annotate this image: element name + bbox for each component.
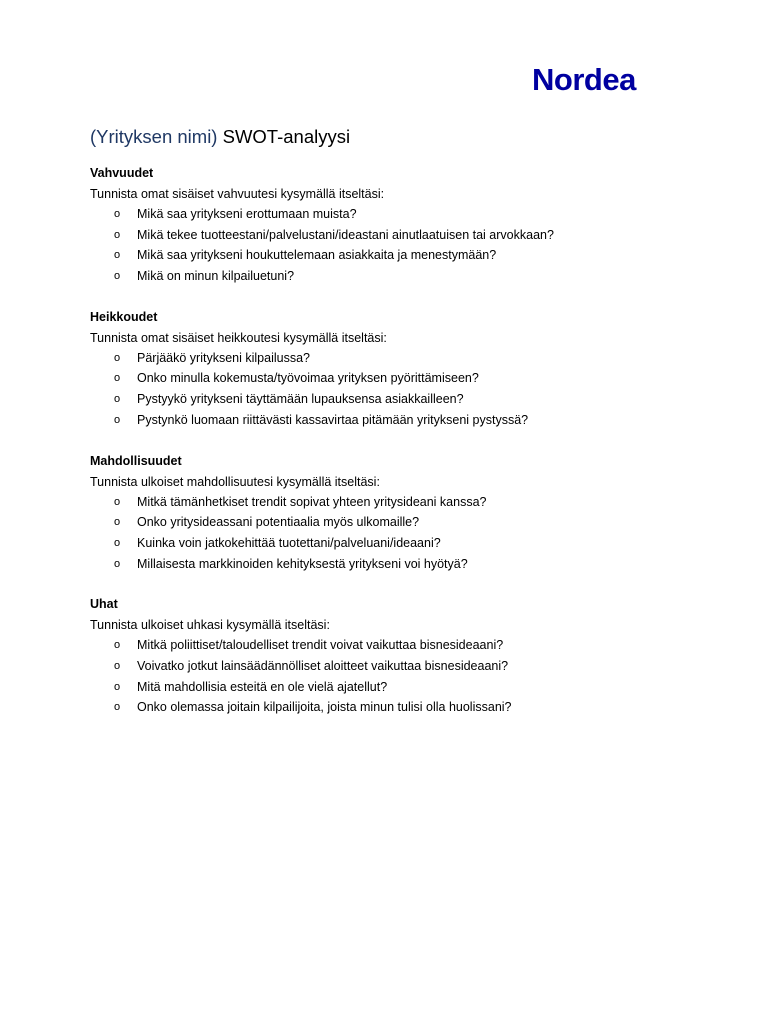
question-text: Onko minulla kokemusta/työvoimaa yrityksen pyörittämiseen?: [137, 371, 479, 386]
question-text: Onko yritysideassani potentiaalia myös ulkomaille?: [137, 515, 420, 530]
bullet-icon: o: [114, 249, 121, 262]
bullet-icon: o: [114, 413, 121, 426]
bullet-icon: o: [114, 372, 121, 385]
question-text: Kuinka voin jatkokehittää tuotettani/palveluani/ideaani?: [137, 535, 441, 550]
section-heading: Vahvuudet: [90, 166, 154, 180]
section-heading: Heikkoudet: [90, 309, 158, 324]
bullet-icon: o: [114, 228, 121, 241]
list-item: [90, 225, 710, 246]
question-list: [90, 348, 710, 431]
document-title: [90, 125, 350, 149]
list-item: [90, 410, 710, 431]
list-item: [90, 677, 710, 698]
list-item: [90, 512, 710, 533]
list-item: [90, 635, 710, 656]
question-list: [90, 204, 710, 287]
title-text: SWOT-analyysi: [222, 126, 351, 147]
bullet-icon: o: [114, 659, 121, 672]
question-list: [90, 492, 710, 575]
list-item: [90, 389, 710, 410]
question-text: Mikä saa yritykseni erottumaan muista?: [137, 207, 357, 221]
section-intro: Tunnista ulkoiset mahdollisuutesi kysymällä itseltäsi:: [90, 474, 380, 489]
bullet-icon: o: [114, 208, 121, 220]
bullet-icon: o: [114, 557, 121, 570]
question-text: Mikä saa yritykseni houkuttelemaan asiakkaita ja menestymään?: [137, 248, 497, 263]
list-item: [90, 656, 710, 677]
section-strengths: [90, 163, 710, 287]
company-name-placeholder: (Yrityksen nimi): [90, 126, 218, 147]
swot-content: [90, 163, 710, 738]
question-text: Onko olemassa joitain kilpailijoita, joista minun tulisi olla huolissani?: [137, 700, 512, 715]
list-item: [90, 554, 710, 575]
list-item: [90, 533, 710, 554]
list-item: [90, 697, 710, 718]
question-text: Mitkä poliittiset/taloudelliset trendit voivat vaikuttaa bisnesideaani?: [137, 638, 504, 653]
list-item: [90, 245, 710, 266]
bullet-icon: o: [114, 495, 121, 508]
question-text: Mikä tekee tuotteestani/palvelustani/ideastani ainutlaatuisen tai arvokkaan?: [137, 227, 554, 242]
bullet-icon: o: [114, 351, 121, 364]
section-heading: Uhat: [90, 597, 118, 612]
list-item: [90, 204, 710, 225]
section-opportunities: [90, 451, 710, 575]
section-heading: Mahdollisuudet: [90, 453, 182, 468]
section-intro: Tunnista ulkoiset uhkasi kysymällä itseltäsi:: [90, 618, 330, 633]
bullet-icon: o: [114, 639, 121, 652]
question-text: Pystynkö luomaan riittävästi kassavirtaa pitämään yritykseni pystyssä?: [137, 412, 529, 427]
list-item: [90, 492, 710, 513]
question-list: [90, 635, 710, 718]
list-item: [90, 266, 710, 287]
list-item: [90, 348, 710, 369]
question-text: Mitkä tämänhetkiset trendit sopivat yhteen yritysideani kanssa?: [137, 494, 487, 509]
bullet-icon: o: [114, 701, 121, 714]
question-text: Pystyykö yritykseni täyttämään lupauksensa asiakkailleen?: [137, 392, 464, 407]
section-intro: Tunnista omat sisäiset heikkoutesi kysymällä itseltäsi:: [90, 330, 387, 345]
bullet-icon: o: [114, 536, 121, 549]
bullet-icon: o: [114, 516, 121, 529]
question-text: Mitä mahdollisia esteitä en ole vielä ajatellut?: [137, 679, 388, 694]
bullet-icon: o: [114, 680, 121, 693]
section-intro: Tunnista omat sisäiset vahvuutesi kysymällä itseltäsi:: [90, 187, 385, 201]
question-text: Millaisesta markkinoiden kehityksestä yritykseni voi hyötyä?: [137, 556, 468, 571]
list-item: [90, 368, 710, 389]
bullet-icon: o: [114, 393, 121, 406]
question-text: Pärjääkö yritykseni kilpailussa?: [137, 350, 310, 365]
bullet-icon: o: [114, 270, 121, 283]
nordea-logo: Nordea: [532, 62, 636, 97]
question-text: Voivatko jotkut lainsäädännölliset aloitteet vaikuttaa bisnesideaani?: [137, 658, 509, 673]
section-threats: [90, 594, 710, 718]
question-text: Mikä on minun kilpailuetuni?: [137, 269, 295, 284]
section-weaknesses: [90, 307, 710, 431]
